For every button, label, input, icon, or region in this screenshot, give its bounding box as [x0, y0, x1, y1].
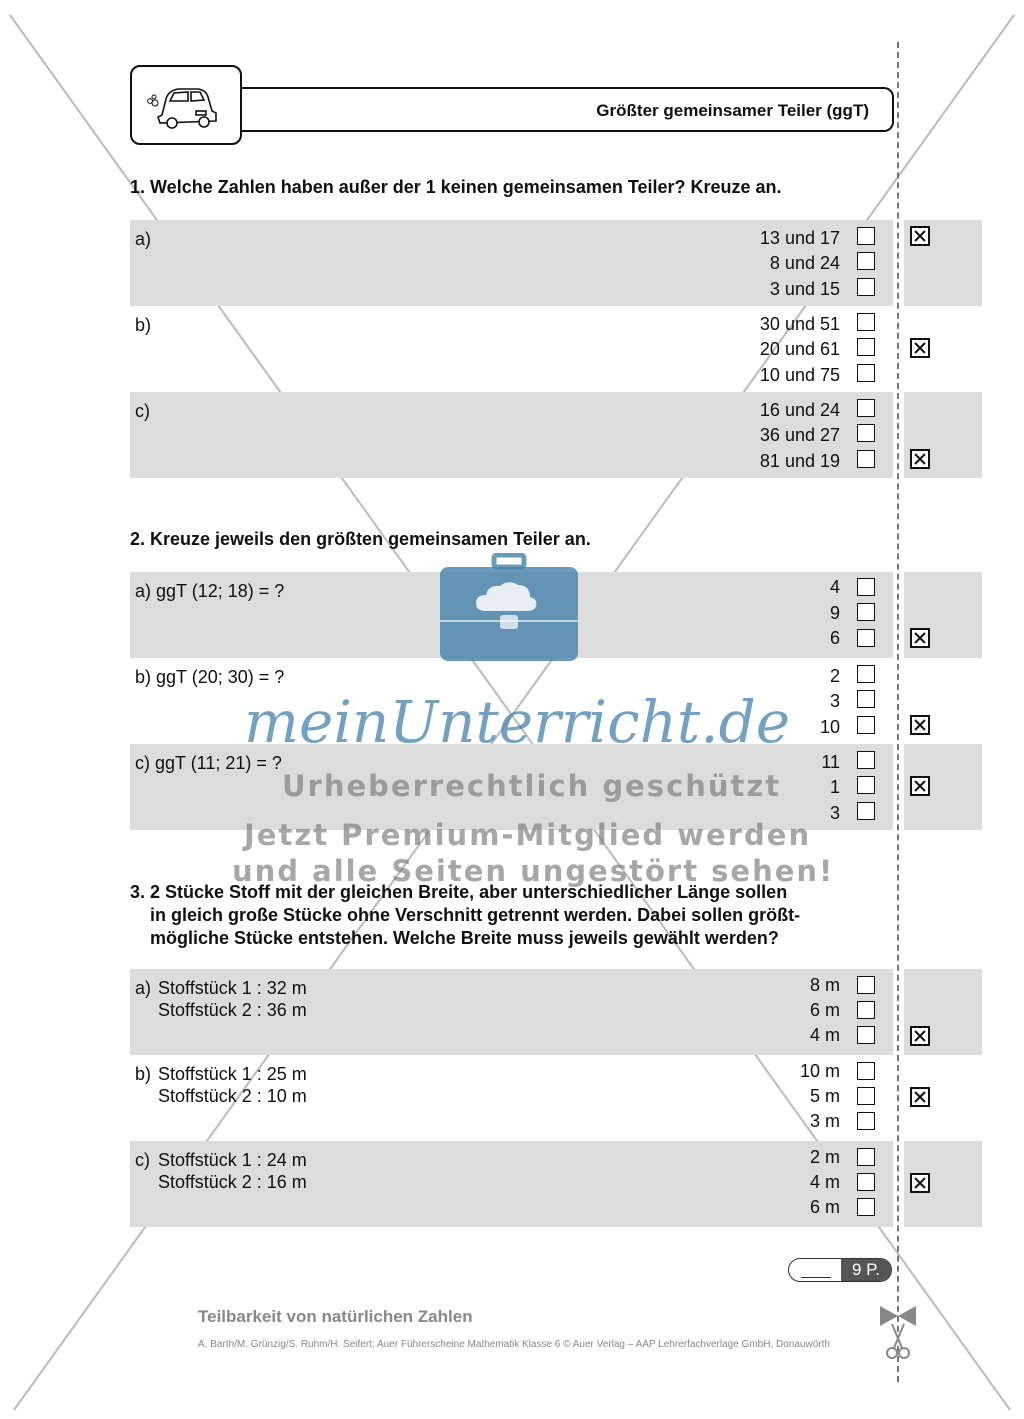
q2-option: 9 [829, 603, 840, 623]
q3-option: 8 m [809, 975, 840, 995]
answer-cross-icon [910, 628, 930, 648]
q2-label-c: c) ggT (11; 21) = ? [135, 753, 282, 773]
question-3-line-2: in gleich große Stücke ohne Verschnitt getrennt werden. Dabei sollen größt- [150, 905, 801, 925]
q2-label-a: a) ggT (12; 18) = ? [135, 581, 285, 601]
q3-label-b: b) [135, 1064, 152, 1084]
q3-fabric-1: Stoffstück 1 : 24 m [158, 1150, 307, 1170]
checkbox[interactable] [857, 1001, 875, 1019]
scissors-icon [884, 1322, 912, 1362]
checkbox[interactable] [857, 665, 875, 683]
question-2: 2. Kreuze jeweils den größten gemeinsamen Teiler an. [130, 529, 591, 549]
q3-fabric-1: Stoffstück 1 : 32 m [158, 978, 307, 998]
q1-option: 36 und 27 [759, 425, 840, 445]
q1-label-a: a) [135, 229, 152, 249]
question-1: 1. Welche Zahlen haben außer der 1 keinen gemeinsamen Teiler? Kreuze an. [130, 177, 782, 197]
q1-option: 20 und 61 [759, 339, 840, 359]
car-icon [132, 67, 240, 143]
answer-cross-icon [910, 1026, 930, 1046]
q2-option: 4 [829, 577, 840, 597]
watermark-line-3: und alle Seiten ungestört sehen! [232, 854, 835, 888]
checkbox[interactable] [857, 1026, 875, 1044]
q1-option: 13 und 17 [759, 228, 840, 248]
checkbox[interactable] [857, 424, 875, 442]
checkbox[interactable] [857, 776, 875, 794]
q3-option: 4 m [809, 1025, 840, 1045]
q1-label-c: c) [135, 401, 150, 421]
points-label: 9 P. [841, 1259, 891, 1281]
q2-option: 3 [829, 803, 840, 823]
checkbox[interactable] [857, 313, 875, 331]
watermark-brand: meinUnterricht.de [244, 688, 791, 756]
footer-credits: A. Barth/M. Grünzig/S. Ruhm/H. Seifert: Auer Führerscheine Mathematik Klasse 6 © Auer Verlag – AAP Lehrerfachverlage GmbH, Donauwörth [198, 1339, 830, 1350]
q3-option: 6 m [809, 1000, 840, 1020]
checkbox[interactable] [857, 690, 875, 708]
points-box [788, 1258, 892, 1282]
page-title: Größter gemeinsamer Teiler (ggT) [596, 101, 869, 120]
q2-option: 1 [829, 777, 840, 797]
q3-option: 6 m [809, 1197, 840, 1217]
checkbox[interactable] [857, 802, 875, 820]
checkbox[interactable] [857, 1112, 875, 1130]
q3-option: 10 m [799, 1061, 840, 1081]
checkbox[interactable] [857, 578, 875, 596]
checkbox[interactable] [857, 1087, 875, 1105]
checkbox[interactable] [857, 450, 875, 468]
q1-option: 81 und 19 [759, 451, 840, 471]
answer-cross-icon [910, 715, 930, 735]
answer-cross-icon [910, 776, 930, 796]
checkbox[interactable] [857, 278, 875, 296]
checkbox[interactable] [857, 1148, 875, 1166]
q3-option: 4 m [809, 1172, 840, 1192]
q1-option: 16 und 24 [759, 400, 840, 420]
q2-label-b: b) ggT (20; 30) = ? [135, 667, 285, 687]
watermark-line-1: Urheberrechtlich geschützt [282, 769, 782, 803]
checkbox[interactable] [857, 976, 875, 994]
answer-cross-icon [910, 1087, 930, 1107]
q3-option: 3 m [809, 1111, 840, 1131]
q2-option: 3 [829, 691, 840, 711]
checkbox[interactable] [857, 1173, 875, 1191]
checkbox[interactable] [857, 603, 875, 621]
q3-fabric-2: Stoffstück 2 : 36 m [158, 1000, 307, 1020]
checkbox[interactable] [857, 227, 875, 245]
q2-option: 10 [819, 717, 840, 737]
checkbox[interactable] [857, 364, 875, 382]
q3-label-a: a) [135, 978, 152, 998]
footer-title: Teilbarkeit von natürlichen Zahlen [198, 1307, 473, 1326]
question-3-line-3: mögliche Stücke entstehen. Welche Breite muss jeweils gewählt werden? [150, 928, 779, 948]
q2-option: 11 [821, 752, 840, 772]
q3-fabric-2: Stoffstück 2 : 16 m [158, 1172, 307, 1192]
checkbox[interactable] [857, 338, 875, 356]
checkbox[interactable] [857, 252, 875, 270]
q1-option: 8 und 24 [769, 253, 840, 273]
checkbox[interactable] [857, 751, 875, 769]
points-blank [801, 1263, 831, 1278]
answer-cross-icon [910, 338, 930, 358]
header-logo-box [130, 65, 242, 145]
cut-line [897, 42, 899, 1382]
q3-fabric-2: Stoffstück 2 : 10 m [158, 1086, 307, 1106]
watermark-line-2: Jetzt Premium-Mitglied werden [244, 818, 812, 852]
question-3-line-1: 3. 2 Stücke Stoff mit der gleichen Breite, aber unterschiedlicher Länge sollen [130, 882, 788, 902]
q1-option: 30 und 51 [759, 314, 840, 334]
answer-cross-icon [910, 1173, 930, 1193]
checkbox[interactable] [857, 1062, 875, 1080]
checkbox[interactable] [857, 399, 875, 417]
checkbox[interactable] [857, 629, 875, 647]
checkbox[interactable] [857, 716, 875, 734]
q3-fabric-1: Stoffstück 1 : 25 m [158, 1064, 307, 1084]
q1-option: 3 und 15 [769, 279, 840, 299]
q3-option: 2 m [809, 1147, 840, 1167]
q1-option: 10 und 75 [759, 365, 840, 385]
answer-cross-icon [910, 449, 930, 469]
q3-option: 5 m [809, 1086, 840, 1106]
q2-option: 6 [829, 628, 840, 648]
q2-option: 2 [829, 666, 840, 686]
answer-cross-icon [910, 226, 930, 246]
briefcase-cloud-icon [438, 553, 580, 663]
q1-label-b: b) [135, 315, 152, 335]
q3-label-c: c) [135, 1150, 150, 1170]
checkbox[interactable] [857, 1198, 875, 1216]
